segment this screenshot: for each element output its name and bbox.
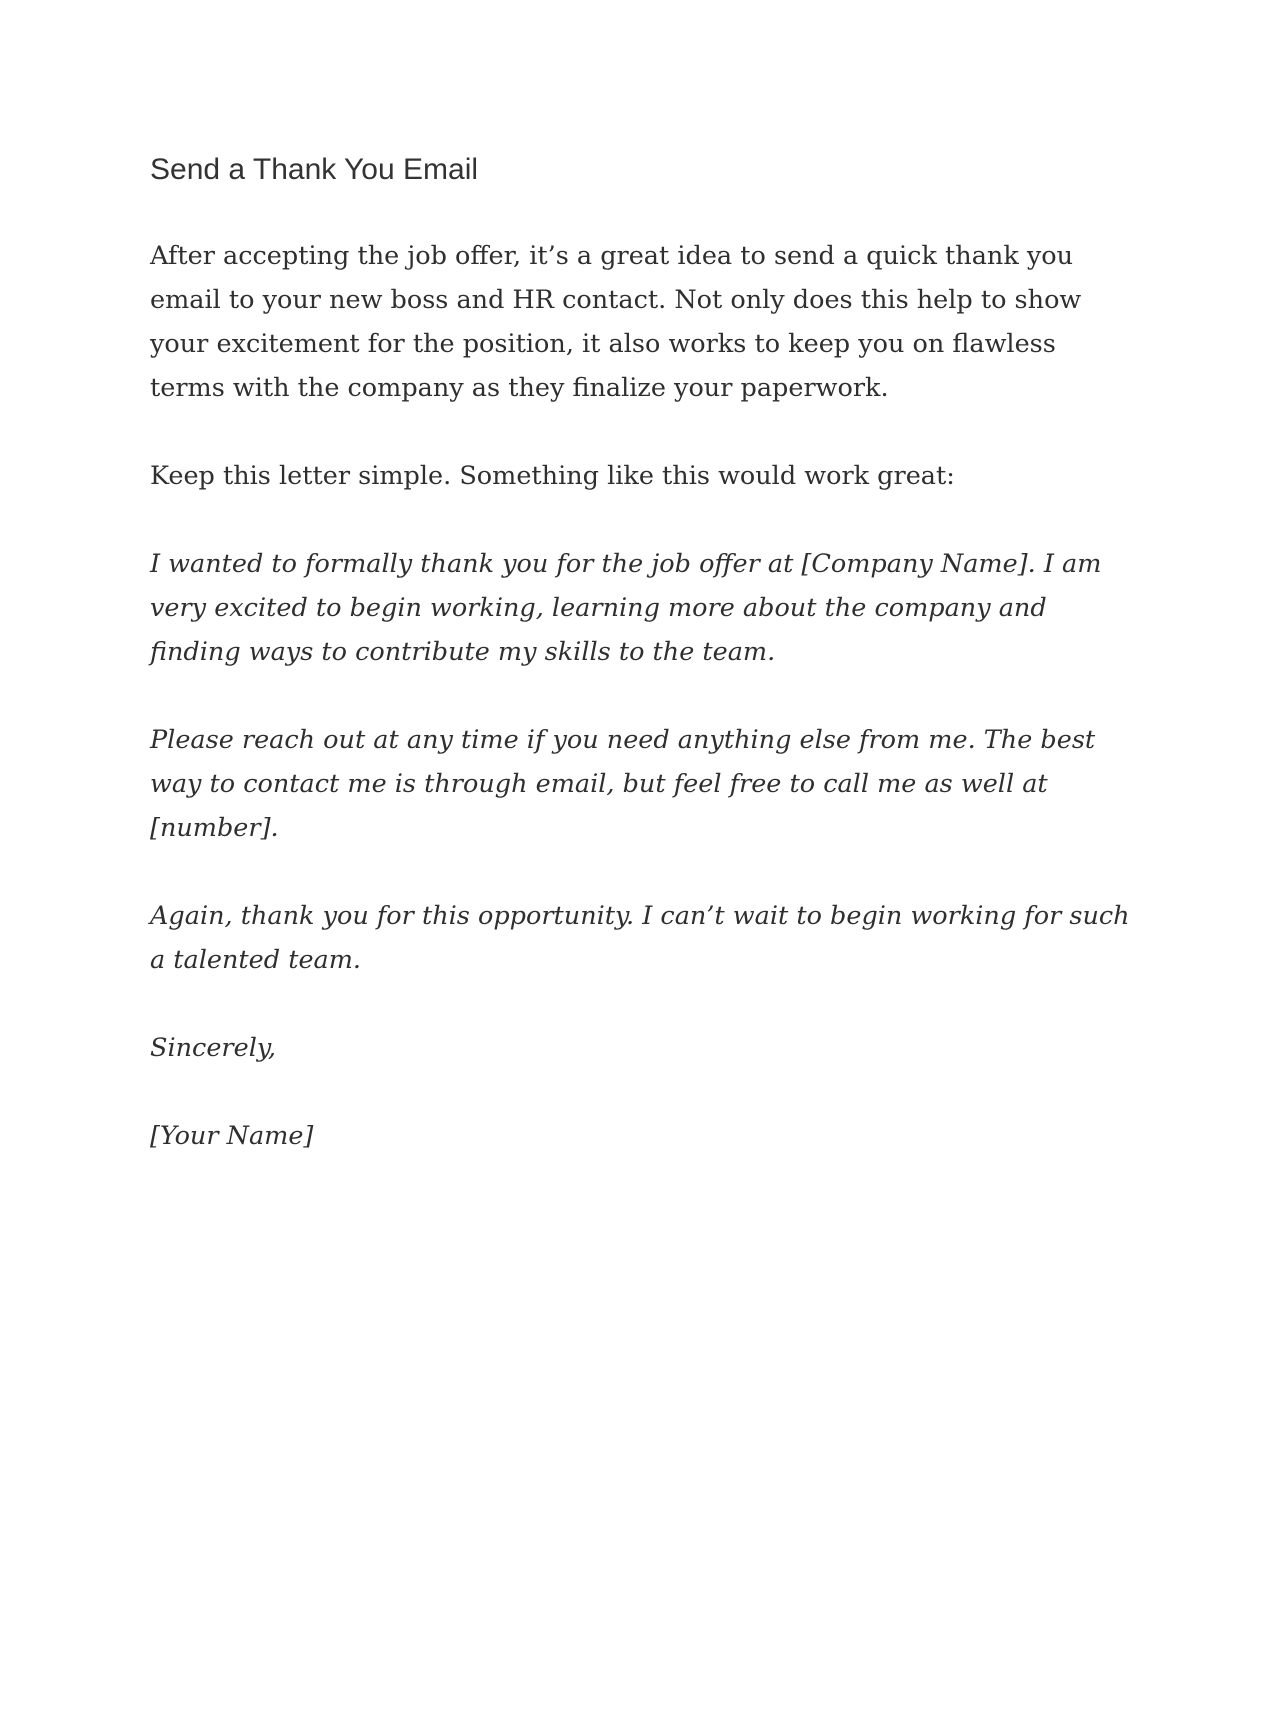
spacer [150,850,1130,894]
intro-paragraph: After accepting the job offer, it’s a great idea to send a quick thank you email to your new boss and HR contact. Not only does this help to show your excitement for the position, it also works to keep you on flawless terms with the company as they finalize your paperwork. [150,241,1082,403]
document-body [150,150,1130,1158]
letter-paragraph-3: Again, thank you for this opportunity. I can’t wait to begin working for such a talented team. [150,901,1130,975]
letter-paragraph-1: I wanted to formally thank you for the job offer at [Company Name]. I am very excited to begin working, learning more about the company and finding ways to contribute my skills to the team. [150,549,1102,667]
section-heading: Send a Thank You Email [150,153,479,186]
letter-closing: Sincerely, [150,1033,276,1063]
spacer [150,498,1130,542]
spacer [150,674,1130,718]
letter-paragraph-2: Please reach out at any time if you need anything else from me. The best way to contact me is through email, but feel free to call me as well at [number]. [150,725,1096,843]
spacer [150,190,1130,234]
lead-paragraph: Keep this letter simple. Something like this would work great: [150,461,955,491]
spacer [150,1070,1130,1114]
spacer [150,410,1130,454]
spacer [150,982,1130,1026]
letter-signature: [Your Name] [150,1121,314,1151]
